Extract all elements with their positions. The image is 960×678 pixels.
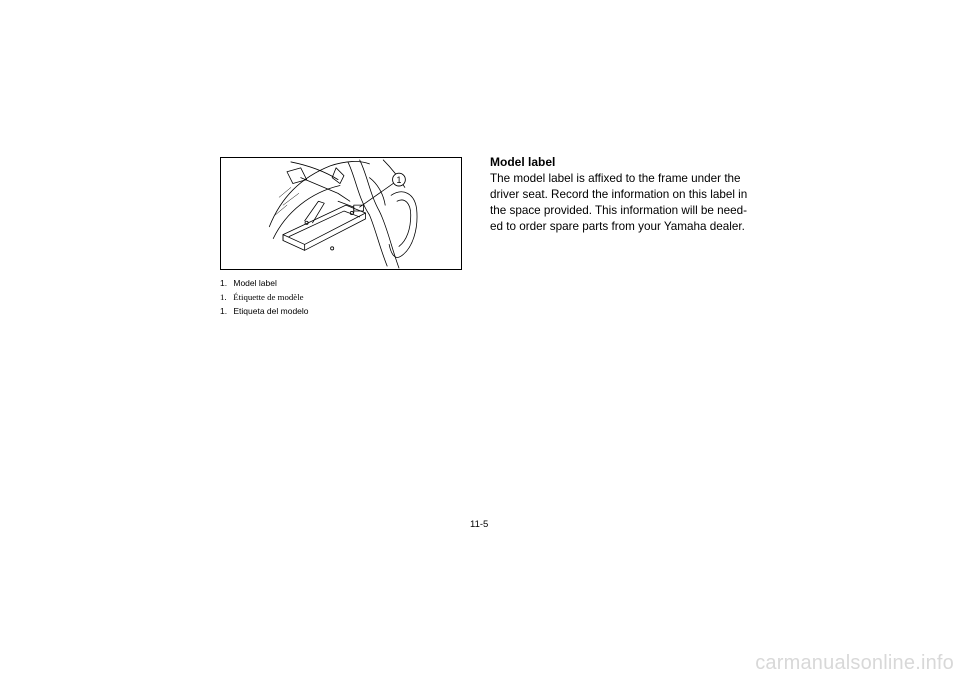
section-heading: Model label: [490, 155, 556, 169]
figure-caption-english: [220, 278, 277, 289]
caption-number: 1.: [220, 306, 228, 316]
body-line: driver seat. Record the information on this label in: [490, 188, 748, 201]
model-label-illustration: [220, 157, 462, 270]
figure-caption-french: [220, 292, 304, 303]
seat-frame-drawing: [221, 158, 461, 269]
body-line: The model label is affixed to the frame under the: [490, 172, 741, 185]
body-line: ed to order spare parts from your Yamaha dealer.: [490, 220, 745, 233]
callout-number: 1: [396, 175, 402, 186]
body-line: the space provided. This information will be need-: [490, 204, 748, 217]
watermark: carmanualsonline.info: [755, 652, 954, 674]
caption-number: 1.: [220, 278, 228, 288]
page-number: 11-5: [470, 519, 489, 530]
caption-text: Étiquette de modèle: [233, 292, 304, 302]
caption-text: Model label: [233, 278, 277, 288]
section-body: [490, 171, 748, 235]
figure-caption-spanish: [220, 306, 309, 317]
caption-number: 1.: [220, 292, 227, 302]
caption-text: Etiqueta del modelo: [233, 306, 309, 316]
